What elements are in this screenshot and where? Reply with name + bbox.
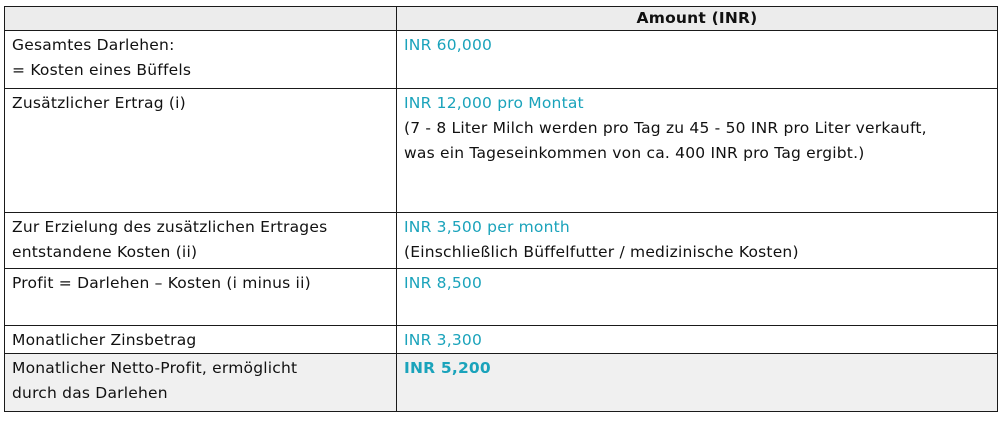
row-label	[5, 213, 397, 269]
table-row-profit	[5, 269, 998, 326]
row-amount: INR 60,000	[404, 36, 493, 54]
row-label-line: durch das Darlehen	[12, 384, 168, 402]
row-amount-cell	[397, 31, 998, 89]
row-amount: INR 12,000 pro Montat	[404, 94, 584, 112]
row-detail-line: (7 - 8 Liter Milch werden pro Tag zu 45 - 50 INR pro Liter verkauft,	[404, 119, 927, 137]
row-label-line: entstandene Kosten (ii)	[12, 243, 198, 261]
row-label	[5, 269, 397, 326]
row-amount-cell	[397, 269, 998, 326]
header-amount-cell: Amount (INR)	[397, 7, 998, 31]
row-amount: INR 3,300	[404, 331, 483, 349]
table-row-monthly-interest	[5, 326, 998, 354]
row-label-line: Zur Erzielung des zusätzlichen Ertrages	[12, 218, 328, 236]
row-amount: INR 3,500 per month	[404, 218, 570, 236]
row-detail-line: (Einschließlich Büffelfutter / medizinische Kosten)	[404, 243, 799, 261]
row-detail-line: was ein Tageseinkommen von ca. 400 INR pro Tag ergibt.)	[404, 144, 865, 162]
table-row-total-loan	[5, 31, 998, 89]
row-amount-cell	[397, 213, 998, 269]
row-label-line: = Kosten eines Büffels	[12, 61, 192, 79]
row-label-line: Monatlicher Zinsbetrag	[12, 331, 197, 349]
table-row-costs	[5, 213, 998, 269]
table-row-net-profit	[5, 354, 998, 412]
row-label	[5, 31, 397, 89]
row-label	[5, 89, 397, 213]
row-amount-cell	[397, 326, 998, 354]
table-row-additional-income	[5, 89, 998, 213]
row-label	[5, 354, 397, 412]
row-label	[5, 326, 397, 354]
table-header-row	[5, 7, 998, 31]
header-label-cell	[5, 7, 397, 31]
row-label-line: Gesamtes Darlehen:	[12, 36, 175, 54]
loan-profit-table	[4, 6, 998, 412]
row-amount-cell	[397, 354, 998, 412]
row-label-line: Zusätzlicher Ertrag (i)	[12, 94, 186, 112]
row-amount-cell	[397, 89, 998, 213]
row-label-line: Profit = Darlehen – Kosten (i minus ii)	[12, 274, 311, 292]
row-label-line: Monatlicher Netto-Profit, ermöglicht	[12, 359, 298, 377]
row-amount: INR 5,200	[404, 359, 491, 377]
row-amount: INR 8,500	[404, 274, 483, 292]
